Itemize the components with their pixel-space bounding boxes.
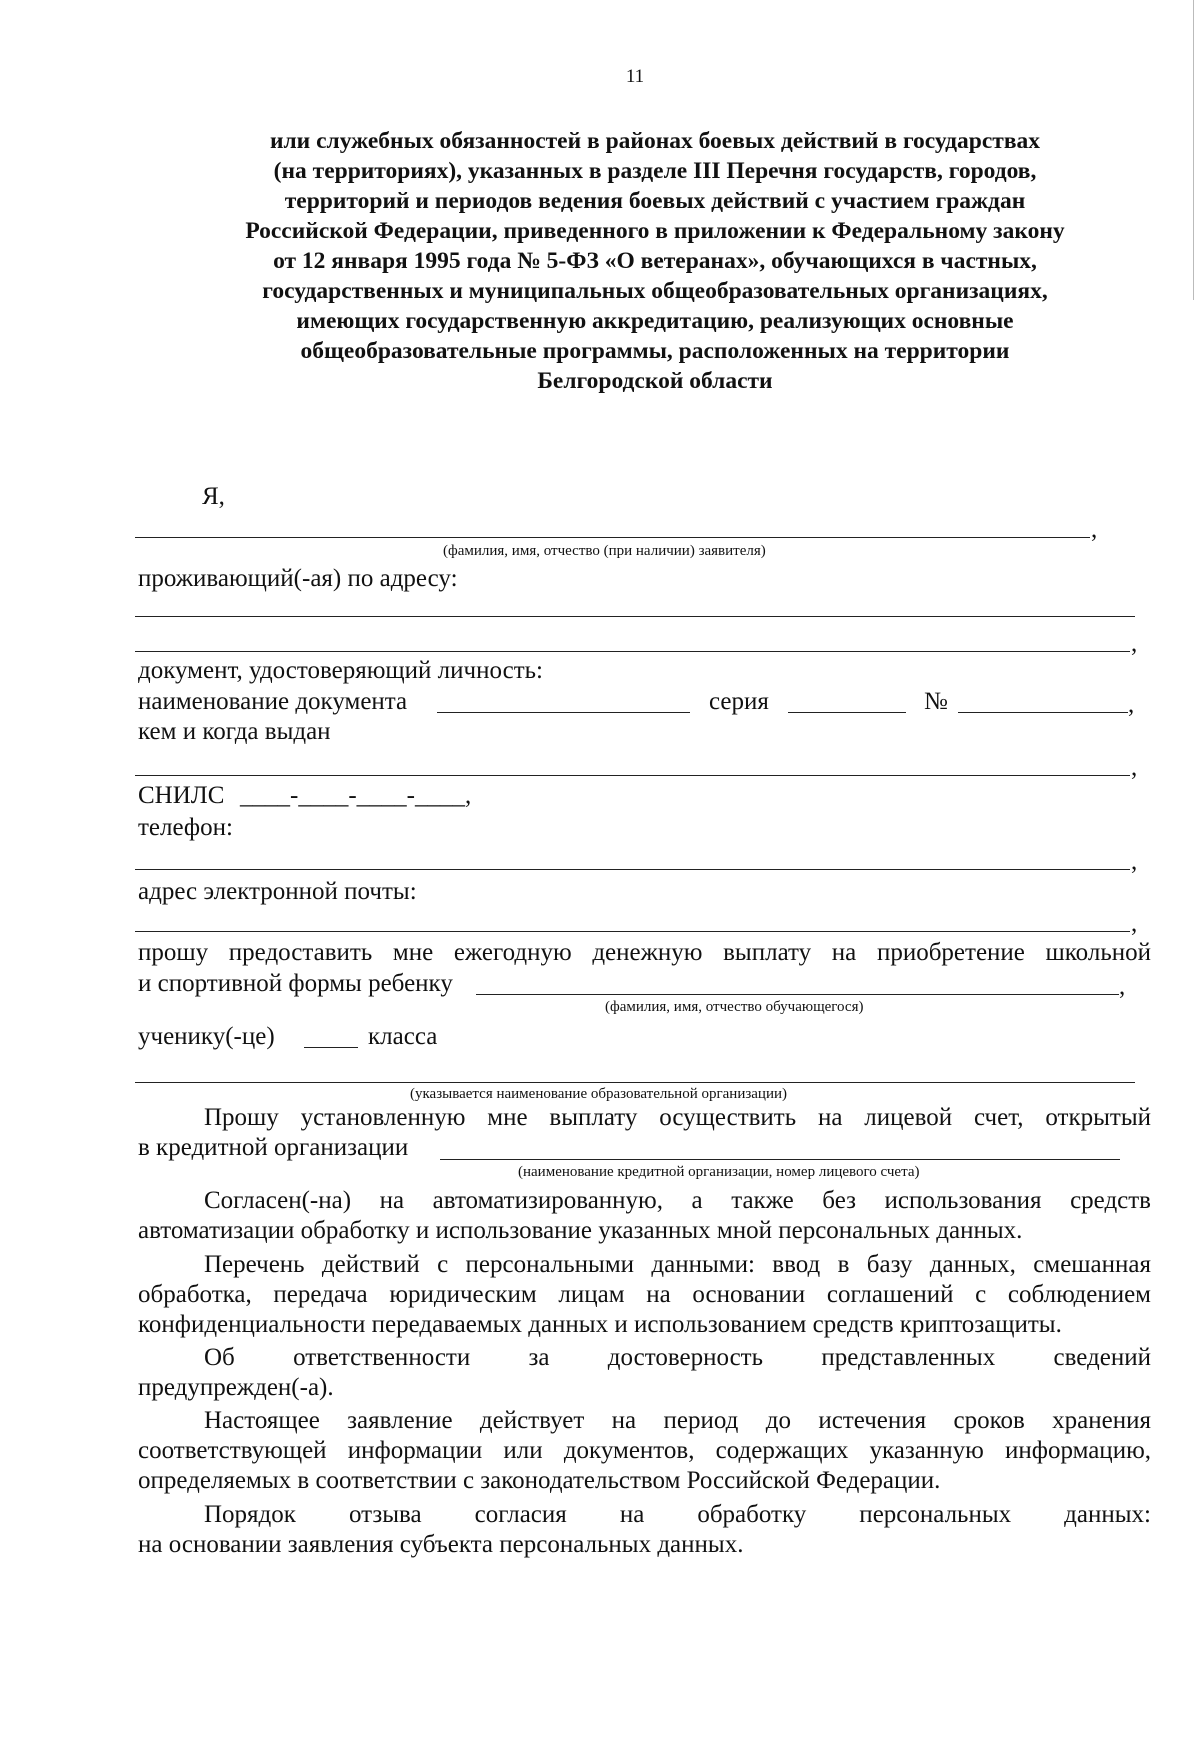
snils-label: СНИЛС (138, 782, 225, 809)
revoke-line-1: Порядок отзыва согласия на обработку персональных данных: (204, 1501, 1151, 1528)
page-number: 11 (625, 66, 645, 87)
comma: , (1131, 754, 1138, 781)
heading-line: (на территориях), указанных в разделе III Перечня государств, городов, (273, 158, 1037, 184)
comma: , (1131, 848, 1138, 875)
payment-line-2: в кредитной организации (138, 1134, 409, 1161)
id-document-label: документ, удостоверяющий личность: (138, 657, 543, 684)
issued-by-field[interactable] (135, 775, 1130, 776)
heading-line: территорий и периодов ведения боевых действий с участием граждан (284, 188, 1026, 214)
heading-line: Российской Федерации, приведенного в приложении к Федеральному закону (245, 218, 1065, 244)
heading-line: или служебных обязанностей в районах боевых действий в государствах (269, 128, 1041, 154)
document-heading (140, 126, 1170, 396)
child-name-caption: (фамилия, имя, отчество обучающегося) (605, 999, 864, 1015)
document-name-field[interactable] (437, 712, 690, 713)
heading-line: от 12 января 1995 года № 5-ФЗ «О ветеранах», обучающихся в частных, (273, 248, 1037, 274)
scan-edge (1193, 0, 1194, 300)
responsibility-line-1: Об ответственности за достоверность представленных сведений (204, 1344, 1151, 1371)
child-name-field[interactable] (476, 994, 1119, 995)
validity-line-1: Настоящее заявление действует на период до истечения сроков хранения (204, 1407, 1151, 1434)
heading-line: общеобразовательные программы, расположенных на территории (300, 338, 1010, 364)
validity-line-3: определяемых в соответствии с законодательством Российской Федерации. (138, 1467, 941, 1494)
comma: , (1131, 910, 1138, 937)
heading-line: государственных и муниципальных общеобразовательных организациях, (262, 278, 1048, 304)
heading-line: имеющих государственную аккредитацию, реализующих основные (296, 308, 1014, 334)
ya-label: Я, (202, 483, 225, 510)
address-field-line-1[interactable] (135, 616, 1135, 617)
consent-line-2: автоматизации обработку и использование указанных мной персональных данных. (138, 1217, 1023, 1244)
bank-account-caption: (наименование кредитной организации, номер лицевого счета) (518, 1164, 920, 1180)
address-label: проживающий(-ая) по адресу: (138, 565, 458, 592)
heading-line: Белгородской области (537, 368, 773, 394)
request-line-1: прошу предоставить мне ежегодную денежную выплату на приобретение школьной (138, 939, 1151, 966)
comma: , (1131, 630, 1138, 657)
consent-line-1: Согласен(-на) на автоматизированную, а также без использования средств (204, 1187, 1151, 1214)
actions-line-2: обработка, передача юридическим лицам на основании соглашений с соблюдением (138, 1281, 1151, 1308)
document-name-label: наименование документа (138, 688, 408, 715)
comma: , (1091, 516, 1098, 543)
address-field-line-2[interactable] (135, 651, 1130, 652)
actions-line-3: конфиденциальности передаваемых данных и использованием средств криптозащиты. (138, 1311, 1062, 1338)
issued-by-label: кем и когда выдан (138, 718, 331, 745)
school-name-field[interactable] (135, 1082, 1135, 1083)
email-label: адрес электронной почты: (138, 878, 417, 905)
phone-label: телефон: (138, 814, 233, 841)
responsibility-line-2: предупрежден(-а). (138, 1374, 334, 1401)
snils-field[interactable]: ____-____-____-____, (240, 782, 472, 809)
email-field[interactable] (135, 931, 1130, 932)
pupil-label: ученику(-це) (138, 1023, 275, 1050)
applicant-name-caption: (фамилия, имя, отчество (при наличии) заявителя) (443, 543, 766, 559)
number-field[interactable] (958, 712, 1128, 713)
school-name-caption: (указывается наименование образовательной организации) (410, 1086, 788, 1102)
phone-field[interactable] (135, 869, 1130, 870)
number-label: № (924, 688, 948, 715)
applicant-name-field[interactable] (135, 537, 1090, 538)
series-label: серия (709, 688, 769, 715)
class-label: класса (368, 1023, 438, 1050)
class-field[interactable] (304, 1047, 358, 1048)
request-line-2: и спортивной формы ребенку (138, 970, 453, 997)
validity-line-2: соответствующей информации или документов, содержащих указанную информацию, (138, 1437, 1151, 1464)
payment-line-1: Прошу установленную мне выплату осуществить на лицевой счет, открытый (204, 1104, 1151, 1131)
comma: , (1128, 691, 1135, 718)
revoke-line-2: на основании заявления субъекта персональных данных. (138, 1531, 744, 1558)
bank-account-field[interactable] (440, 1159, 1120, 1160)
actions-line-1: Перечень действий с персональными данными: ввод в базу данных, смешанная (204, 1251, 1151, 1278)
series-field[interactable] (788, 712, 906, 713)
comma: , (1119, 973, 1126, 1000)
